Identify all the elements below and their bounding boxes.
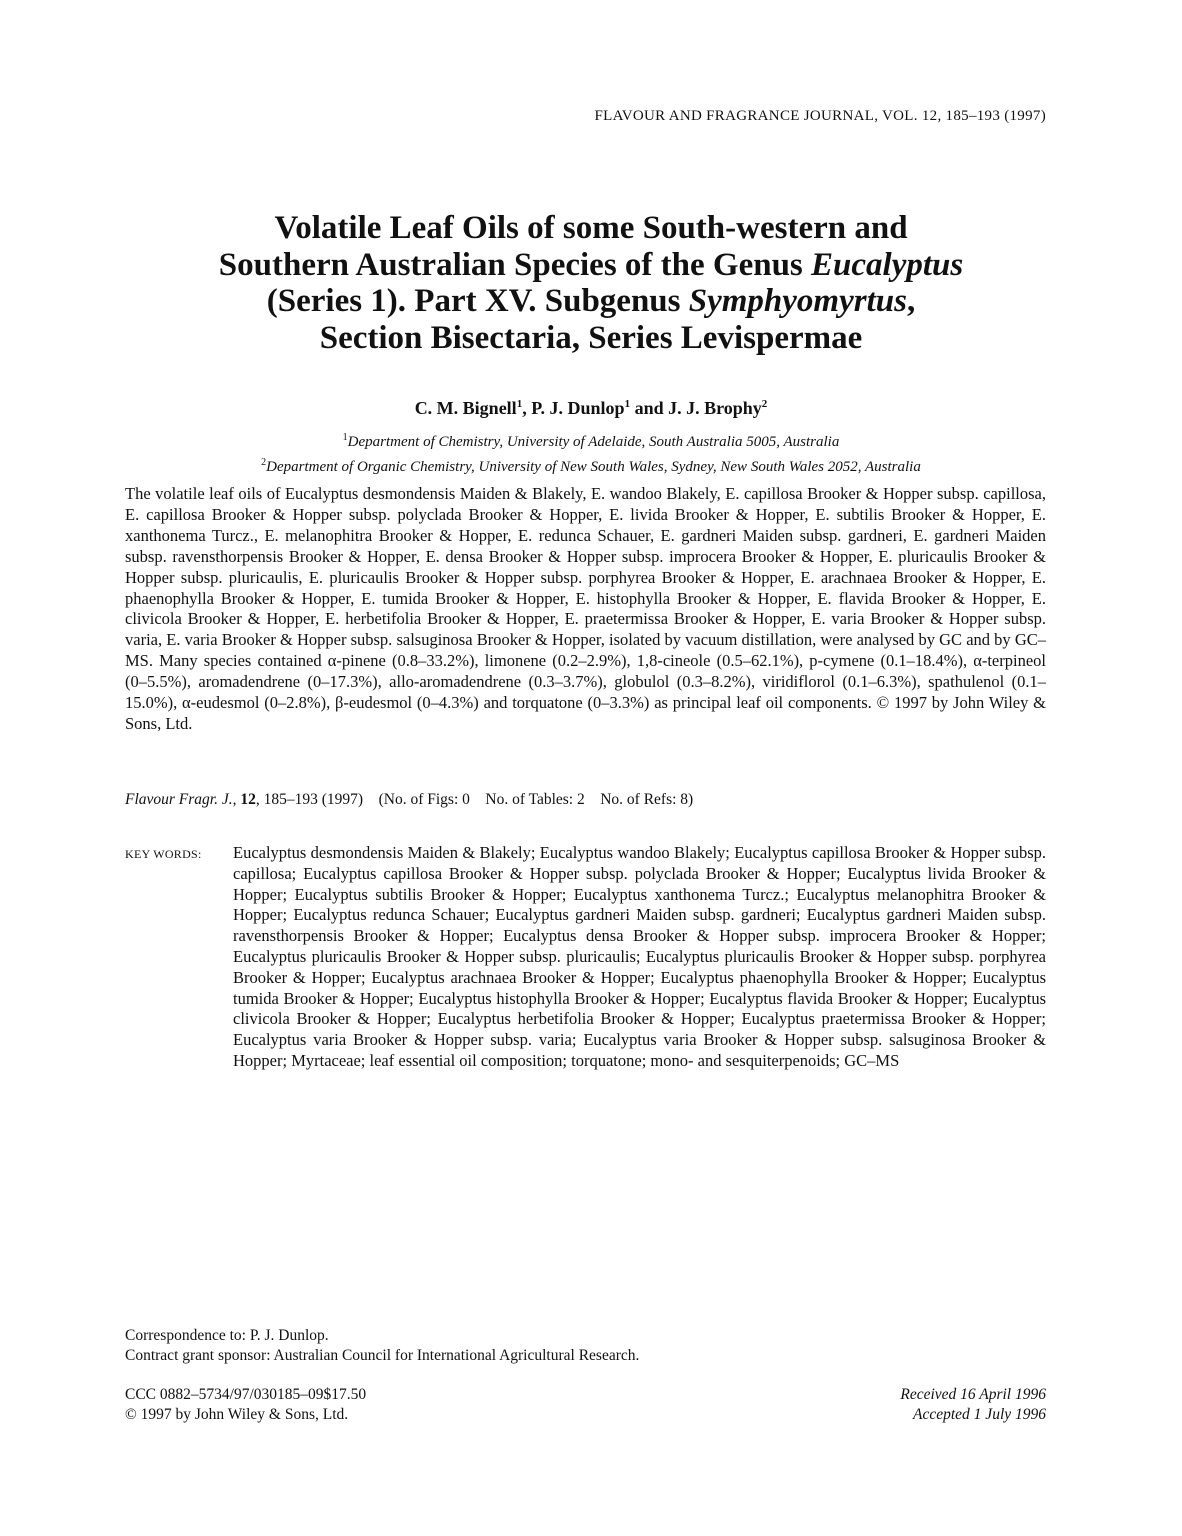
affiliation-1: [0, 428, 1182, 453]
citation-details: , 185–193 (1997) (No. of Figs: 0 No. of Tables: 2 No. of Refs: 8): [255, 791, 694, 808]
footnotes: [125, 1326, 1046, 1365]
abstract: The volatile leaf oils of Eucalyptus desmondensis Maiden & Blakely, E. wandoo Blakely, E. capillosa Brooker & Hopper subsp. capillosa, E. capillosa Brooker & Hopper subsp. polyclada Brooker & Hopper, E. livida Brooker & Hopper, E. subtilis Brooker & Hopper, E. xanthonema Turcz., E. melanophitra Brooker & Hopper, E. redunca Schauer, E. gardneri Maiden subsp. gardneri, E. gardneri Maiden subsp. ravensthorpensis Brooker & Hopper, E. densa Brooker & Hopper subsp. improcera Brooker & Hopper, E. pluricaulis Brooker & Hopper subsp. pluricaulis, E. pluricaulis Brooker & Hopper subsp. porphyrea Brooker & Hopper, E. arachnaea Brooker & Hopper, E. phaenophylla Brooker & Hopper, E. tumida Brooker & Hopper, E. histophylla Brooker & Hopper, E. flavida Brooker & Hopper, E. clivicola Brooker & Hopper, E. herbetifolia Brooker & Hopper, E. praetermissa Brooker & Hopper, E. varia Brooker & Hopper subsp. varia, E. varia Brooker & Hopper subsp. salsuginosa Brooker & Hopper, isolated by vacuum distillation, were analysed by GC and by GC–MS. Many species contained α-pinene (0.8–33.2%), limonene (0.2–2.9%), 1,8-cineole (0.5–62.1%), p-cymene (0.1–18.4%), α-terpineol (0–5.5%), aromadendrene (0–17.3%), allo-aromadendrene (0.3–3.7%), globulol (0.3–8.2%), viridiflorol (0.1–6.3%), spathulenol (0.1–15.0%), α-eudesmol (0–2.8%), β-eudesmol (0–4.3%) and torquatone (0–3.3%) as principal leaf oil components. © 1997 by John Wiley & Sons, Ltd.: [125, 484, 1046, 733]
affiliation-2-mark: 2: [261, 456, 267, 468]
affiliation-1-text: Department of Chemistry, University of Adelaide, South Australia 5005, Australia: [347, 434, 840, 450]
copyright-notice: © 1997 by John Wiley & Sons, Ltd.: [125, 1405, 349, 1423]
footnote-correspondence: Correspondence to: P. J. Dunlop.: [125, 1327, 329, 1344]
affiliation-2-text: Department of Organic Chemistry, University of New South Wales, Sydney, New South Wales 2052, Australia: [266, 458, 921, 475]
received-date: Received 16 April 1996: [900, 1386, 1046, 1403]
author-separator: ,: [522, 398, 532, 418]
title-line-2-italic: Eucalyptus: [811, 246, 964, 283]
citation-journal: Flavour Fragr. J.: [125, 791, 233, 808]
affiliation-2: [0, 453, 1182, 478]
keywords-label: KEY WORDS:: [125, 847, 202, 861]
title-line-4: Section Bisectaria, Series Levispermae: [319, 319, 863, 356]
author-separator: and: [630, 398, 669, 418]
affiliation-1-mark: 1: [342, 432, 348, 443]
author-list: [0, 398, 1182, 419]
article-title: [0, 210, 1182, 356]
citation-volume: 12: [240, 791, 256, 808]
keywords-list: Eucalyptus desmondensis Maiden & Blakely; Eucalyptus wandoo Blakely; Eucalyptus capillosa Brooker & Hopper subsp. capillosa; Eucalyptus capillosa Brooker & Hopper subsp. polyclada Brooker & Hopper; Eucalyptus livida Brooker & Hopper; Eucalyptus subtilis Brooker & Hopper; Eucalyptus xanthonema Turcz.; Eucalyptus melanophitra Brooker & Hopper; Eucalyptus redunca Schauer; Eucalyptus gardneri Maiden subsp. gardneri; Eucalyptus gardneri Maiden subsp. ravensthorpensis Brooker & Hopper; Eucalyptus densa Brooker & Hopper subsp. improcera Brooker & Hopper; Eucalyptus pluricaulis Brooker & Hopper subsp. pluricaulis; Eucalyptus pluricaulis Brooker & Hopper subsp. porphyrea Brooker & Hopper; Eucalyptus arachnaea Brooker & Hopper; Eucalyptus phaenophylla Brooker & Hopper; Eucalyptus tumida Brooker & Hopper; Eucalyptus histophylla Brooker & Hopper; Eucalyptus flavida Brooker & Hopper; Eucalyptus clivicola Brooker & Hopper; Eucalyptus herbetifolia Brooker & Hopper; Eucalyptus praetermissa Brooker & Hopper; Eucalyptus varia Brooker & Hopper subsp. varia; Eucalyptus varia Brooker & Hopper subsp. salsuginosa Brooker & Hopper; Myrtaceae; leaf essential oil composition; torquatone; mono- and sesquiterpenoids; GC–MS: [233, 843, 1046, 1070]
author-1-affil-mark: 1: [516, 398, 523, 410]
title-line-3-end: ,: [906, 283, 916, 319]
author-1: C. M. Bignell: [414, 398, 517, 418]
title-line-2: [0, 247, 1182, 284]
affiliations: [0, 428, 1182, 477]
title-line-1: Volatile Leaf Oils of some South-western and: [274, 210, 908, 246]
title-line-3: [0, 283, 1182, 320]
copyright-block: [125, 1385, 366, 1424]
author-2: P. J. Dunlop: [531, 398, 625, 418]
author-3-affil-mark: 2: [761, 398, 768, 410]
author-2-affil-mark: 1: [624, 398, 631, 410]
footnote-sponsor: Contract grant sponsor: Australian Council for International Agricultural Research.: [125, 1346, 640, 1364]
running-head: FLAVOUR AND FRAGRANCE JOURNAL, VOL. 12, 185–193 (1997): [594, 108, 1046, 124]
title-line-3-text: (Series 1). Part XV. Subgenus: [266, 283, 689, 319]
citation-separator: ,: [232, 791, 241, 808]
title-line-2-text: Southern Australian Species of the Genus: [218, 246, 812, 283]
title-line-3-italic: Symphyomyrtus: [688, 283, 907, 319]
author-3: J. J. Brophy: [668, 398, 762, 418]
ccc-code: CCC 0882–5734/97/030185–09$17.50: [125, 1386, 367, 1403]
accepted-date: Accepted 1 July 1996: [913, 1405, 1046, 1423]
received-accepted-dates: [900, 1385, 1046, 1424]
citation-line: [125, 791, 1046, 809]
